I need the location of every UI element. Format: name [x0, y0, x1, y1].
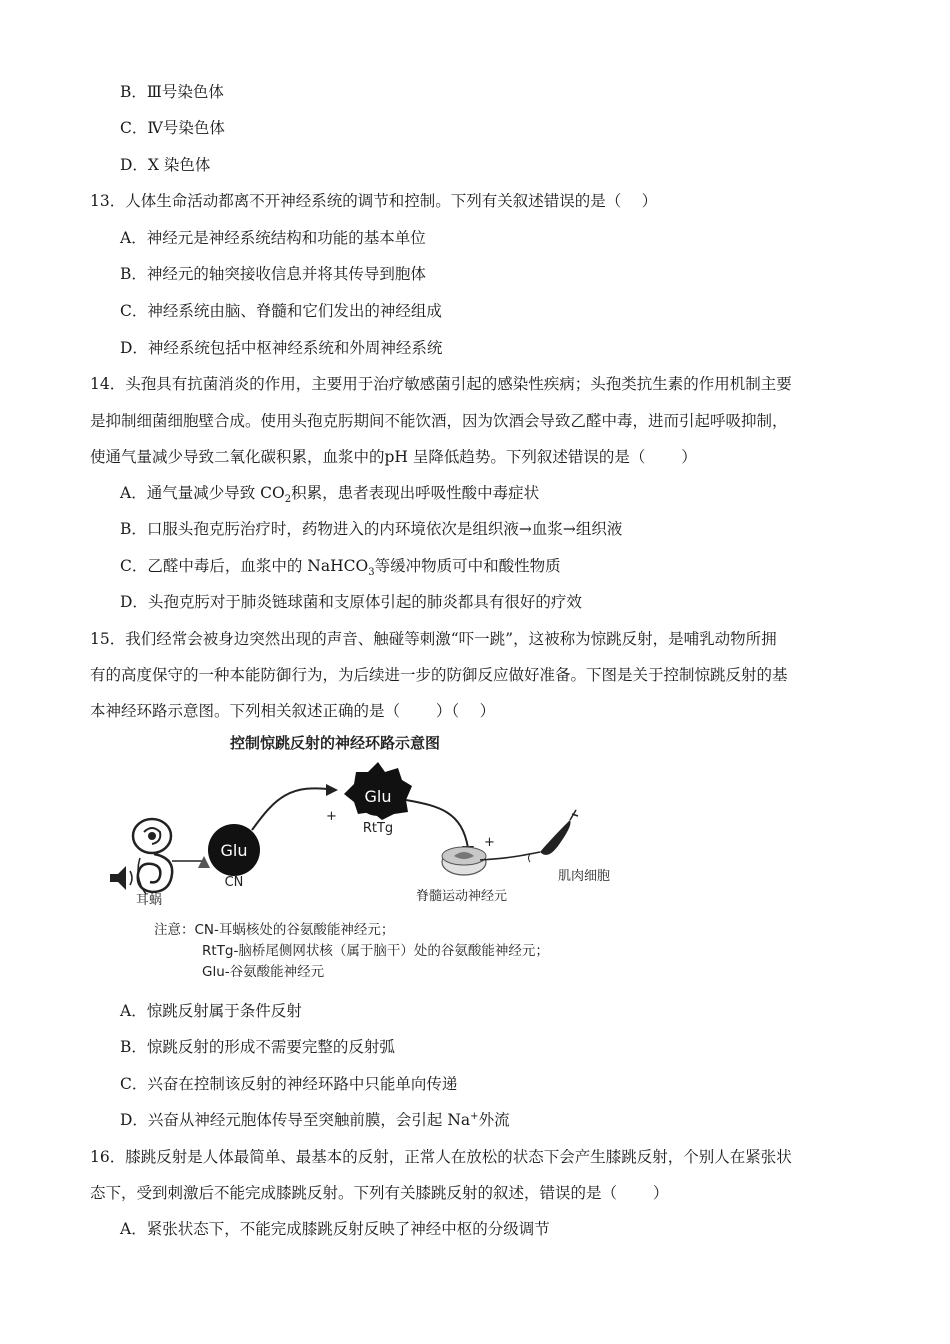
q12-option-d: D．X 染色体 — [120, 156, 211, 174]
q12-option-b: B．Ⅲ号染色体 — [120, 83, 224, 101]
cn-glu-label: Glu — [220, 841, 248, 860]
q13-option-c: C．神经系统由脑、脊髓和它们发出的神经组成 — [120, 302, 442, 320]
q14-option-b: B．口服头孢克肟治疗时，药物进入的内环境依次是组织液→血浆→组织液 — [120, 520, 623, 538]
q13-option-d: D．神经系统包括中枢神经系统和外周神经系统 — [120, 339, 443, 357]
spinal-cord-icon — [442, 847, 486, 875]
cochlea-icon — [133, 819, 172, 894]
q14-option-d: D．头孢克肟对于肺炎链球菌和支原体引起的肺炎都具有很好的疗效 — [120, 593, 582, 611]
q14-stem-line-2: 是抑制细菌细胞壁合成。使用头孢克肟期间不能饮酒，因为饮酒会导致乙醛中毒，进而引起呼吸抑制， — [90, 412, 788, 430]
q16-option-a: A．紧张状态下，不能完成膝跳反射反映了神经中枢的分级调节 — [120, 1220, 550, 1238]
q15-option-a: A．惊跳反射属于条件反射 — [120, 1002, 302, 1020]
q12-option-c: C．Ⅳ号染色体 — [120, 119, 225, 137]
q16-stem-line-1: 16．膝跳反射是人体最简单、最基本的反射，正常人在放松的状态下会产生膝跳反射，个别人在紧张状 — [90, 1148, 792, 1166]
cochlea-label: 耳蜗 — [136, 893, 163, 908]
figure-note-2: RtTg-脑桥尾侧网状核（属于脑干）处的谷氨酸能神经元； — [202, 943, 549, 959]
q13-option-b: B．神经元的轴突接收信息并将其传导到胞体 — [120, 265, 426, 283]
muscle-cell-icon — [540, 810, 578, 855]
figure-note-3: Glu-谷氨酸能神经元 — [202, 964, 325, 980]
q15-stem-line-2: 有的高度保守的一种本能防御行为，为后续进一步的防御反应做好准备。下图是关于控制惊跳反射的基 — [90, 666, 788, 684]
rttg-glu-label: Glu — [364, 787, 392, 806]
plus-sign-2: + — [484, 835, 495, 850]
cn-label: CN — [224, 875, 244, 890]
q14-stem-line-3: 使通气量减少导致二氧化碳积累，血浆中的pH 呈降低趋势。下列叙述错误的是（ ） — [90, 448, 697, 466]
q14-option-a: A．通气量减少导致 $CO_2$积累，患者表现出呼吸性酸中毒症状 — [120, 484, 540, 506]
q15-stem-line-1: 15．我们经常会被身边突然出现的声音、触碰等刺激“吓一跳”，这被称为惊跳反射，是哺乳动物所拥 — [90, 630, 777, 648]
figure-title: 控制惊跳反射的神经环路示意图 — [230, 734, 441, 752]
q14-stem-line-1: 14．头孢具有抗菌消炎的作用，主要用于治疗敏感菌引起的感染性疾病；头孢类抗生素的作用机制主要 — [90, 375, 792, 393]
q13-stem: 13．人体生命活动都离不开神经系统的调节和控制。下列有关叙述错误的是（ ） — [90, 192, 658, 210]
spinal-motor-neuron-label: 脊髓运动神经元 — [416, 889, 508, 904]
q15-option-b: B．惊跳反射的形成不需要完整的反射弧 — [120, 1038, 395, 1056]
startle-reflex-circuit-figure — [100, 728, 860, 990]
figure-note-1: 注意：CN-耳蜗核处的谷氨酸能神经元； — [154, 922, 395, 938]
q14-option-c: C．乙醛中毒后，血浆中的 NaHCO$_3$等缓冲物质可中和酸性物质 — [120, 557, 561, 579]
q16-stem-line-2: 态下，受到刺激后不能完成膝跳反射。下列有关膝跳反射的叙述，错误的是（ ） — [90, 1184, 669, 1202]
q15-option-c: C．兴奋在控制该反射的神经环路中只能单向传递 — [120, 1075, 458, 1093]
muscle-cell-label: 肌肉细胞 — [558, 869, 611, 884]
q15-stem-line-3: 本神经环路示意图。下列相关叙述正确的是（ ）（ ） — [90, 702, 496, 720]
q15-option-d: D．兴奋从神经元胞体传导至突触前膜，会引起 Na+外流 — [120, 1110, 510, 1129]
speaker-icon — [110, 866, 132, 890]
plus-sign-1: + — [326, 809, 337, 824]
q13-option-a: A．神经元是神经系统结构和功能的基本单位 — [120, 229, 426, 247]
rttg-label: RtTg — [362, 821, 394, 836]
